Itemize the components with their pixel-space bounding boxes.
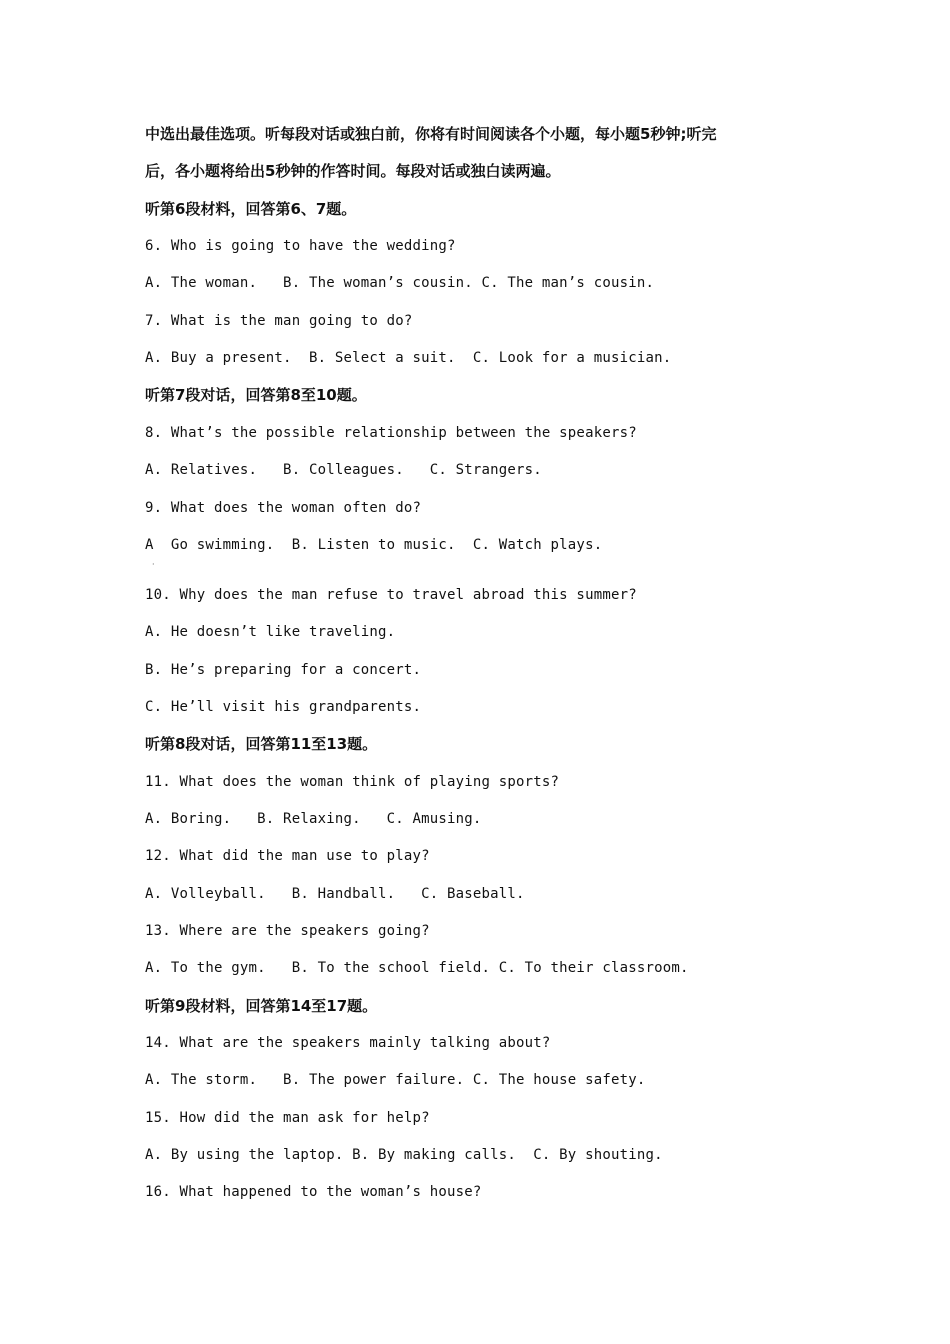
stray-mark: · bbox=[152, 560, 155, 569]
options-8: A. Relatives. B. Colleagues. C. Strangers. bbox=[145, 462, 542, 478]
options-12: A. Volleyball. B. Handball. C. Baseball. bbox=[145, 886, 525, 902]
option-10a: A. He doesn’t like traveling. bbox=[145, 624, 396, 640]
options-13: A. To the gym. B. To the school field. C. To their classroom. bbox=[145, 960, 689, 976]
question-10: 10. Why does the man refuse to travel abroad this summer? bbox=[145, 587, 637, 603]
question-11: 11. What does the woman think of playing sports? bbox=[145, 774, 560, 790]
section-heading-8: 听第8段对话，回答第11至13题。 bbox=[145, 735, 378, 753]
question-6: 6. Who is going to have the wedding? bbox=[145, 238, 456, 254]
section-heading-7: 听第7段对话，回答第8至10题。 bbox=[145, 386, 367, 404]
section-heading-6: 听第6段材料，回答第6、7题。 bbox=[145, 200, 357, 218]
question-12: 12. What did the man use to play? bbox=[145, 848, 430, 864]
question-16: 16. What happened to the woman’s house? bbox=[145, 1184, 482, 1200]
options-7: A. Buy a present. B. Select a suit. C. Look for a musician. bbox=[145, 350, 672, 366]
question-13: 13. Where are the speakers going? bbox=[145, 923, 430, 939]
question-14: 14. What are the speakers mainly talking about? bbox=[145, 1035, 551, 1051]
option-10b: B. He’s preparing for a concert. bbox=[145, 662, 422, 678]
options-14: A. The storm. B. The power failure. C. The house safety. bbox=[145, 1072, 646, 1088]
options-9: A Go swimming. B. Listen to music. C. Watch plays. bbox=[145, 537, 603, 553]
options-6: A. The woman. B. The woman’s cousin. C. The man’s cousin. bbox=[145, 275, 655, 291]
question-9: 9. What does the woman often do? bbox=[145, 500, 422, 516]
options-15: A. By using the laptop. B. By making calls. C. By shouting. bbox=[145, 1147, 663, 1163]
options-11: A. Boring. B. Relaxing. C. Amusing. bbox=[145, 811, 482, 827]
instruction-line-2: 后，各小题将给出5秒钟的作答时间。每段对话或独白读两遍。 bbox=[145, 162, 561, 180]
instruction-line-1: 中选出最佳选项。听每段对话或独白前，你将有时间阅读各个小题，每小题5秒钟;听完 bbox=[145, 125, 717, 143]
question-7: 7. What is the man going to do? bbox=[145, 313, 413, 329]
option-10c: C. He’ll visit his grandparents. bbox=[145, 699, 422, 715]
question-15: 15. How did the man ask for help? bbox=[145, 1110, 430, 1126]
section-heading-9: 听第9段材料，回答第14至17题。 bbox=[145, 997, 378, 1015]
question-8: 8. What’s the possible relationship between the speakers? bbox=[145, 425, 637, 441]
